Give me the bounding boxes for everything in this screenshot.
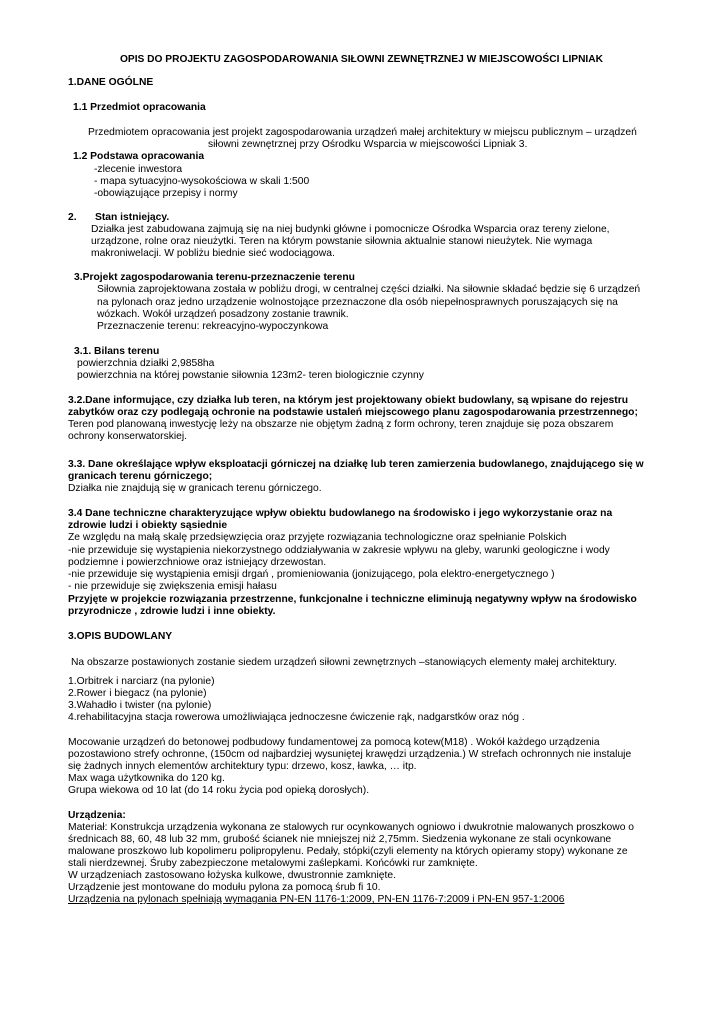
devices-text-line: Urządzenie jest montowane do modułu pylona za pomocą śrub fi 10.: [68, 882, 381, 893]
equipment-list-item: 4.rehabilitacyjna stacja rowerowa umożliwiająca jednoczesne ćwiczenie rąk, nadgarstków oraz nóg .: [68, 712, 525, 723]
mounting-text-line: Mocowanie urządzeń do betonowej podbudowy fundamentowej za pomocą kotew(M18) . Wokół każdego urządzenia: [68, 737, 600, 748]
equipment-list-item: 1.Orbitrek i narciarz (na pylonie): [68, 676, 215, 687]
devices-text-line: średnicach 88, 60, 48 lub 32 mm, grubość ścianek nie mniejszej niż 2,75mm. Siedzenia wykonane ze stali ocynkowane: [68, 834, 612, 845]
building-description-heading: 3.OPIS BUDOWLANY: [68, 631, 173, 642]
mounting-text-line: pozostawiono strefy ochronne, (150cm od najbardziej wysuniętej krawędzi urządzenia.) W strefach ochronnych nie instaluje: [68, 749, 632, 760]
section-1-1-text-line: Przedmiotem opracowania jest projekt zagospodarowania urządzeń małej architektury w miejscu publicznym – urządzeń: [88, 127, 637, 138]
section-3-2-heading: zabytków oraz czy podlegają ochronie na podstawie ustaleń miejscowego planu zagospodarowania przestrzennego;: [68, 407, 638, 418]
section-3-4-text-line: -nie przewiduje się wystąpienia emisji drgań , promieniowania (jonizującego, pola elektro-energetycznego ): [68, 569, 555, 580]
building-description-intro: Na obszarze postawionych zostanie siedem urządzeń siłowni zewnętrznych –stanowiących elementy małej architektury.: [71, 657, 617, 668]
equipment-list-item: 3.Wahadło i twister (na pylonie): [68, 700, 212, 711]
section-3-text-line: na pylonach oraz jedno urządzenie wolnostojące przeznaczone dla osób niepełnosprawnych poruszających się na: [97, 297, 618, 308]
standards-compliance-line: Urządzenia na pylonach spełniają wymagania PN-EN 1176-1:2009, PN-EN 1176-7:2009 i PN-EN 957-1:2006: [68, 894, 565, 905]
balance-line: powierzchnia działki 2,9858ha: [77, 358, 215, 369]
section-2-text-line: Działka jest zabudowana zajmują się na niej budynki główne i pomocnicze Ośrodka Wsparcia oraz tereny zielone,: [91, 224, 610, 235]
section-3-2-heading: 3.2.Dane informujące, czy działka lub teren, na którym jest projektowany obiekt budowlany, są wpisane do rejestru: [68, 395, 629, 406]
section-3-4-conclusion: Przyjęte w projekcie rozwiązania przestrzenne, funkcjonalne i techniczne eliminują negatywny wpływ na środowisko: [68, 594, 637, 605]
section-3-3-heading: granicach terenu górniczego;: [68, 471, 213, 482]
devices-text-line: malowane proszkowo lub kopolimeru polipropylenu. Pedały, stópki(czyli elementy na których opieramy stopy) wykonane ze: [68, 846, 628, 857]
devices-text-line: Materiał: Konstrukcja urządzenia wykonana ze stalowych rur ocynkowanych ogniowo i dwukrotnie malowanych proszkowo o: [68, 822, 635, 833]
section-3-text-line: Przeznaczenie terenu: rekreacyjno-wypoczynkowa: [97, 321, 329, 332]
section-3-text-line: wózkach. Wokół urządzeń posadzony zostanie trawnik.: [97, 309, 349, 320]
section-1-1-text-line: siłowni zewnętrznej przy Ośrodku Wsparcia w miejscowości Lipniak 3.: [208, 139, 528, 150]
devices-text-line: W urządzeniach zastosowano łożyska kulkowe, dwustronnie zamknięte.: [68, 870, 396, 881]
section-1-heading: 1.DANE OGÓLNE: [68, 77, 154, 88]
section-3-4-text-line: podziemne i powierzchniowe oraz istniejący drzewostan.: [68, 557, 327, 568]
mounting-text-line: Max waga użytkownika do 120 kg.: [68, 773, 225, 784]
section-3-4-heading: zdrowie ludzi i obiekty sąsiednie: [68, 520, 228, 531]
section-2-number: 2.: [68, 212, 77, 223]
section-3-4-heading: 3.4 Dane techniczne charakteryzujące wpływ obiektu budowlanego na środowisko i jego wykorzystanie oraz na: [68, 508, 613, 519]
section-3-2-text-line: Teren pod planowaną inwestycję leży na obszarze nie objętym żadną z form ochrony, teren znajduje się poza obszarem: [68, 419, 614, 430]
section-2-heading: Stan istniejący.: [95, 212, 170, 223]
section-1-1-heading: 1.1 Przedmiot opracowania: [73, 102, 206, 113]
section-3-2-text-line: ochrony konserwatorskiej.: [68, 431, 188, 442]
mounting-text-line: się żadnych innych elementów architektury typu: drzewo, kosz, ławka, … itp.: [68, 761, 417, 772]
section-1-2-heading: 1.2 Podstawa opracowania: [73, 151, 205, 162]
section-3-3-text: Działka nie znajdują się w granicach terenu górniczego.: [68, 483, 322, 494]
section-3-4-conclusion: przyrodnicze , zdrowie ludzi i inne obiekty.: [68, 606, 276, 617]
devices-text-line: stali nierdzewnej. Śruby zabezpieczone metalowymi zaślepkami. Końcówki rur zamknięte.: [68, 858, 478, 869]
mounting-text-line: Grupa wiekowa od 10 lat (do 14 roku życia pod opieką dorosłych).: [68, 785, 370, 796]
devices-heading: Urządzenia:: [68, 810, 126, 821]
section-3-4-text-line: -nie przewiduje się wystąpienia niekorzystnego oddziaływania w zakresie wpływu na gleby, warunki geologiczne i wody: [68, 545, 610, 556]
section-2-text-line: makroniwelacji. W pobliżu biednie sieć wodociągowa.: [91, 248, 335, 259]
section-3-text-line: Siłownia zaprojektowana została w pobliżu drogi, w centralnej części działki. Na siłownie składać będzie się 6 urządzeń: [97, 284, 641, 295]
list-item: -zlecenie inwestora: [94, 164, 183, 175]
section-3-3-heading: 3.3. Dane określające wpływ eksploatacji górniczej na działkę lub teren zamierzenia budowlanego, znajdującego się w: [68, 459, 644, 470]
section-3-4-text-line: - nie przewiduje się zwiększenia emisji hałasu: [68, 581, 277, 592]
section-2-text-line: urządzone, rolne oraz nieużytki. Teren na którym powstanie siłownia aktualnie stanowi nieużytek. Nie wymaga: [91, 236, 593, 247]
section-3-1-heading: 3.1. Bilans terenu: [74, 346, 160, 357]
list-item: - mapa sytuacyjno-wysokościowa w skali 1:500: [94, 176, 310, 187]
equipment-list-item: 2.Rower i biegacz (na pylonie): [68, 688, 207, 699]
balance-line: powierzchnia na której powstanie siłownia 123m2- teren biologicznie czynny: [77, 370, 424, 381]
list-item: -obowiązujące przepisy i normy: [94, 188, 238, 199]
section-3-4-text-line: Ze względu na małą skalę przedsięwzięcia oraz przyjęte rozwiązania technologiczne oraz spełnianie Polskich: [68, 532, 567, 543]
document-title: OPIS DO PROJEKTU ZAGOSPODAROWANIA SIŁOWNI ZEWNĘTRZNEJ W MIEJSCOWOŚCI LIPNIAK: [120, 54, 603, 65]
section-3-heading: 3.Projekt zagospodarowania terenu-przeznaczenie terenu: [74, 272, 355, 283]
